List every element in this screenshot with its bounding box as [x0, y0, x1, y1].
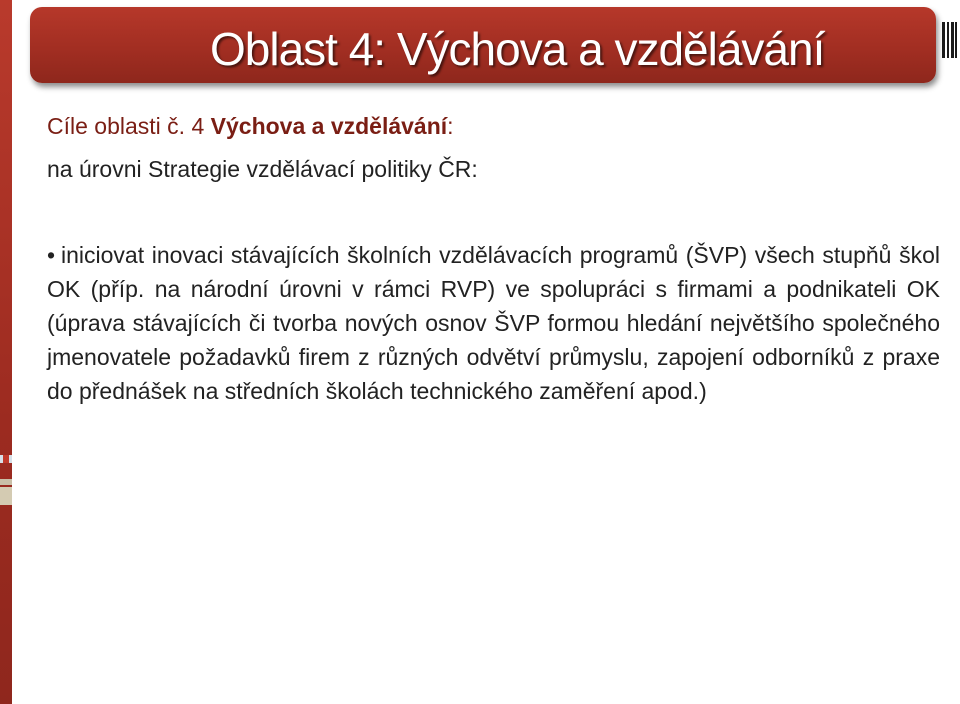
bullet-item [47, 238, 940, 408]
goals-heading [47, 112, 454, 140]
strategy-level-line: na úrovni Strategie vzdělávací politiky ČR: [47, 156, 478, 182]
decor-mark [3, 455, 9, 463]
slide-title: Oblast 4: Výchova a vzdělávání [210, 23, 825, 75]
bullet-text: iniciovat inovaci stávajících školních vzdělávacích programů (ŠVP) všech stupňů škol OK (příp. na národní úrovni v rámci RVP) ve spolupráci s firmami a podnikateli OK (úprava stávajících či tvorba nových osnov ŠVP formou hledání největšího společného jmenovatele požadavků firem z různých odvětví průmyslu, zapojení odborníků z praxe do přednášek na středních školách technického zaměření apod.) [47, 242, 940, 404]
goals-prefix: Cíle oblasti č. 4 [47, 113, 211, 139]
barcode-icon [942, 22, 958, 58]
left-decor-strip [0, 0, 12, 704]
decor-mark [0, 487, 12, 505]
goals-suffix: : [447, 113, 454, 139]
bullet-icon: • [47, 242, 56, 268]
title-banner [30, 7, 936, 83]
decor-mark [0, 479, 12, 485]
goals-area-name: Výchova a vzdělávání [210, 113, 448, 139]
